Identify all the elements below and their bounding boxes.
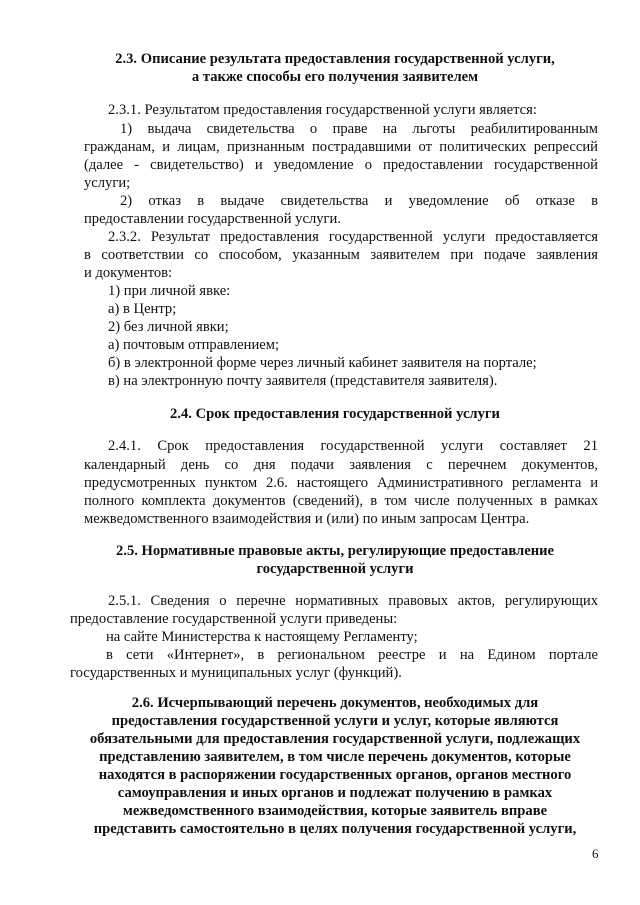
paragraph-line: 2) отказ в выдаче свидетельства и уведомление об отказе в — [120, 193, 598, 209]
section-2-3-title-line-2: а также способы его получения заявителем — [191, 69, 479, 85]
paragraph-line: 2.3.2. Результат предоставления государственной услуги предоставляется — [108, 229, 598, 245]
paragraph-line: и документов: — [84, 265, 173, 281]
paragraph-line: предоставлении государственной услуги. — [84, 211, 341, 227]
list-item: 2) без личной явки; — [108, 319, 229, 335]
paragraph-line: 1) выдача свидетельства о праве на льготы реабилитированным — [120, 121, 598, 137]
section-2-6-title-line: 2.6. Исчерпывающий перечень документов, необходимых для — [131, 695, 539, 711]
section-2-6-title-line: находятся в распоряжении государственных органов, органов местного — [98, 767, 572, 783]
paragraph-line: календарный день со дня подачи заявления с перечнем документов, — [84, 457, 598, 473]
page-number: 6 — [592, 846, 599, 861]
section-2-3-title-line-1: 2.3. Описание результата предоставления государственной услуги, — [115, 51, 555, 67]
paragraph-line: на сайте Министерства к настоящему Регламенту; — [106, 629, 418, 645]
list-item: а) почтовым отправлением; — [108, 337, 280, 353]
paragraph-line: в соответствии со способом, указанным заявителем при подаче заявления — [84, 247, 598, 263]
list-item: 1) при личной явке: — [108, 283, 231, 299]
paragraph-line: в сети «Интернет», в региональном реестре и на Едином портале — [106, 647, 598, 663]
section-2-6-title-line: обязательными для предоставления государственной услуги, подлежащих — [89, 731, 581, 747]
section-2-6-title-line: предоставления государственной услуги и услуг, которые являются — [111, 713, 559, 729]
paragraph-line: государственных и муниципальных услуг (функций). — [70, 665, 402, 681]
section-2-6-title-line: межведомственного взаимодействия, которые заявитель вправе — [122, 803, 548, 819]
section-2-4-title: 2.4. Срок предоставления государственной услуги — [170, 406, 500, 422]
paragraph-line: 2.3.1. Результатом предоставления государственной услуги является: — [108, 102, 537, 118]
paragraph-line: предусмотренных пунктом 2.6. настоящего Административного регламента и — [84, 475, 598, 491]
paragraph-line: (далее - свидетельство) и уведомление о предоставлении государственной — [84, 157, 598, 173]
section-2-6-title-line: представлению заявителем, в том числе перечень документов, которые — [99, 749, 571, 765]
paragraph-line: гражданам, и лицам, признанным пострадавшими от политических репрессий — [84, 139, 598, 155]
paragraph-line: услуги; — [84, 175, 131, 191]
section-2-5-title-line-1: 2.5. Нормативные правовые акты, регулирующие предоставление — [116, 543, 554, 559]
paragraph-line: 2.4.1. Срок предоставления государственной услуги составляет 21 — [108, 438, 598, 454]
section-2-6-title-line: самоуправления и иных органов и подлежат получению в рамках — [117, 785, 553, 801]
paragraph-line: полного комплекта документов (сведений), в том числе полученных в рамках — [84, 493, 598, 509]
paragraph-line: предоставление государственной услуги приведены: — [70, 611, 398, 627]
list-item: в) на электронную почту заявителя (представителя заявителя). — [108, 373, 498, 389]
section-2-5-title-line-2: государственной услуги — [256, 561, 414, 577]
section-2-6-title-line: представить самостоятельно в целях получения государственной услуги, — [93, 821, 577, 837]
list-item: б) в электронной форме через личный кабинет заявителя на портале; — [108, 355, 537, 371]
paragraph-line: 2.5.1. Сведения о перечне нормативных правовых актов, регулирующих — [108, 593, 598, 609]
paragraph-line: межведомственного взаимодействия и (или) по иным запросам Центра. — [84, 511, 530, 527]
list-item: а) в Центр; — [108, 301, 177, 317]
